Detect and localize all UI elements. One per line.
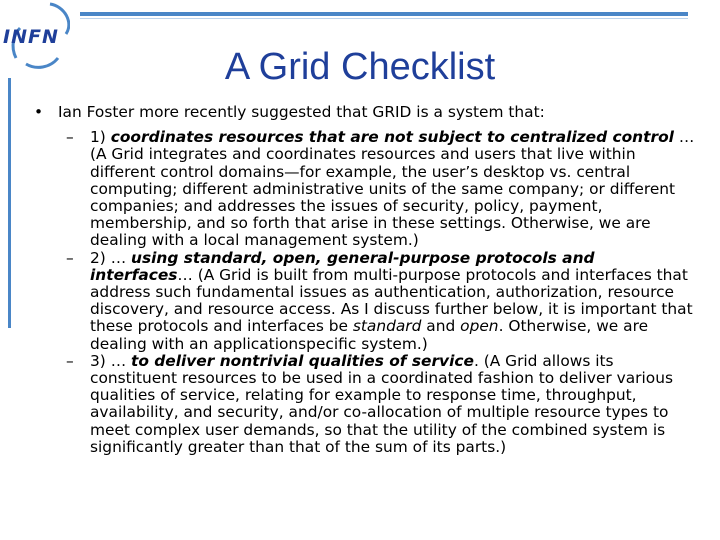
item-emphasis: coordinates resources that are not subject to centralized control (110, 128, 674, 147)
item-text: … (A Grid is built from multi-purpose protocols and interfaces that address such fundamental issues as authentication, authorization, resource discovery, and resource access. As I discuss further below, it is important that these protocols and interfaces be (90, 265, 693, 336)
item-text-end: . Otherwise, we are dealing with an applicationspecific system.) (90, 317, 649, 353)
item-text: … (A Grid integrates and coordinates resources and users that live within different control domains—for example, the user’s desktop vs. central computing; different administrative units of the same company; or different companies; and addresses the issues of security, policy, payment, membership, and so forth that arise in these settings. Otherwise, we are dealing with a local management system.) (90, 128, 695, 250)
slide-content (34, 104, 702, 456)
item-text: . (A Grid allows its constituent resources to be used in a coordinated fashion to deliver various qualities of service, relating for example to response time, throughput, availability, and security, and/or co-allocation of multiple resource types to meet complex user demands, so that the utility of the combined system is significantly greater than that of the sum of its parts.) (90, 351, 673, 456)
italic-word: standard (352, 317, 422, 336)
item-prefix: 2) … (90, 248, 131, 267)
left-rule (8, 78, 11, 328)
bullet-item (34, 104, 702, 121)
item-prefix: 1) (90, 128, 111, 147)
dash-marker: – (66, 128, 74, 147)
sub-item-3 (34, 353, 702, 456)
dash-marker: – (66, 248, 74, 267)
top-rule (80, 12, 688, 16)
logo-text: INFN (3, 26, 59, 48)
item-emphasis: using standard, open, general-purpose protocols and interfaces (90, 248, 595, 284)
item-prefix: 3) … (90, 351, 131, 370)
sub-item-2 (34, 250, 702, 353)
sub-list (34, 129, 702, 456)
item-text-and: and (421, 317, 461, 336)
sub-item-1 (34, 129, 702, 249)
bullet-marker: • (34, 103, 44, 121)
slide-title: A Grid Checklist (224, 46, 496, 88)
bullet-text: Ian Foster more recently suggested that GRID is a system that: (58, 103, 545, 121)
italic-word: open (460, 317, 499, 336)
item-emphasis: to deliver nontrivial qualities of service (130, 351, 474, 370)
dash-marker: – (66, 351, 74, 370)
top-rule-thin (80, 18, 688, 19)
